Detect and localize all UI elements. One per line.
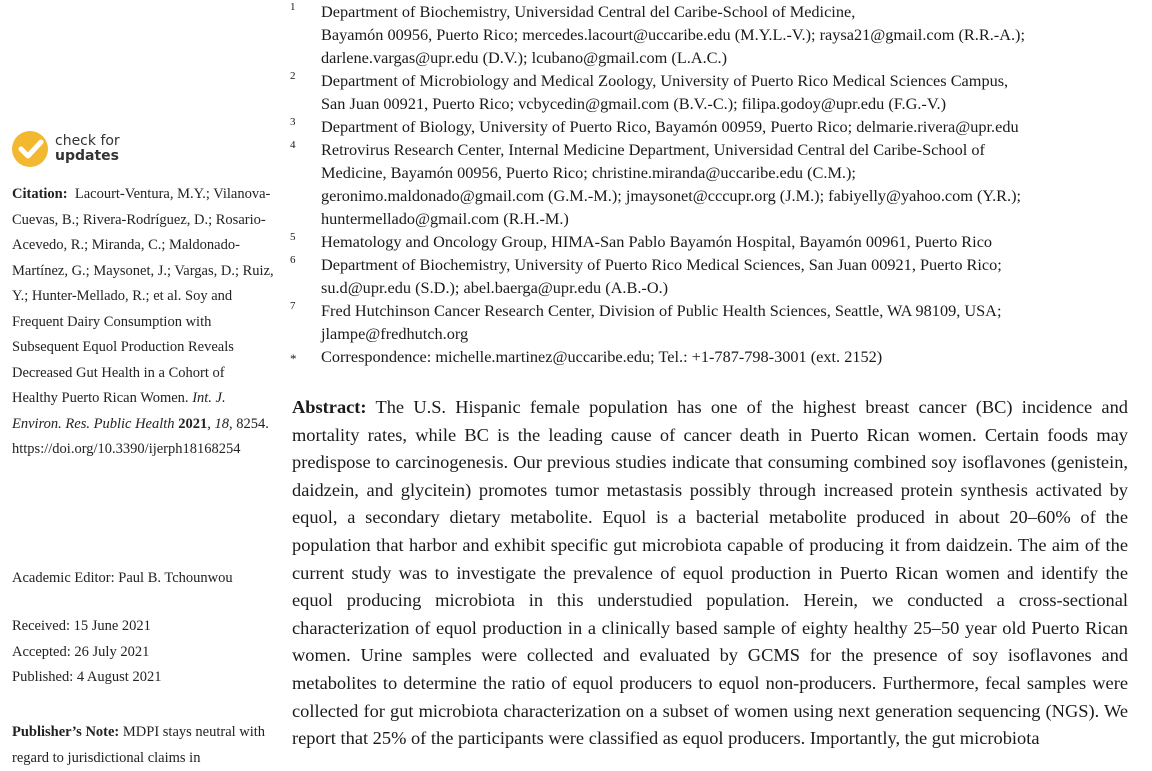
affiliation-number: 5 <box>290 231 296 243</box>
affiliation-line: Department of Biochemistry, University of Puerto Rico Medical Sciences, San Juan 00921, Puerto Rico; <box>321 255 1002 274</box>
received-date: Received: 15 June 2021 <box>12 618 151 634</box>
publisher-note <box>12 720 274 771</box>
abstract-label: Abstract: <box>292 397 367 417</box>
citation-journal: Int. J. Environ. Res. Public Health <box>12 390 226 432</box>
affiliation-line: Correspondence: michelle.martinez@uccaribe.edu; Tel.: +1-787-798-3001 (ext. 2152) <box>321 347 883 366</box>
published-date: Published: 4 August 2021 <box>12 669 162 685</box>
citation-doi-link[interactable]: https://doi.org/10.3390/ijerph18168254 <box>12 441 241 457</box>
badge-line1: check for <box>55 133 120 149</box>
abstract-text: The U.S. Hispanic female population has one of the highest breast cancer (BC) incidence and mortality rates, while BC is the leading cause of cancer death in Puerto Rican women. Certain foods may predispose to carcinogenesis. Our previous studies indicate that consuming combined soy isoflavones (genistein, daidzein, and glycitein) promotes tumor metastasis possibly through increased protein synthesis activated by equol, a secondary dietary metabolite. Equol is a bacterial metabolite produced in about 20–60% of the population that harbor and exhibit specific gut microbiota capable of producing it from daidzein. The aim of the current study was to investigate the prevalence of equol production in Puerto Rican women and identify the equol producing microbiota in this understudied population. Herein, we conducted a cross-sectional characterization of equol production in a clinically based sample of eighty healthy 25–50 year old Puerto Rican women. Urine samples were collected and evaluated by GCMS for the presence of soy isoflavones and metabolites to determine the ratio of equol producers to equol non-producers. Furthermore, fecal samples were collected for gut microbiota characterization on a subset of women using next generation sequencing (NGS). We report that 25% of the participants were classified as equol producers. Importantly, the gut microbiota <box>292 397 1128 749</box>
dates-block <box>12 614 274 691</box>
affiliation-item <box>290 253 1140 299</box>
affiliation-number: * <box>290 351 297 366</box>
affiliation-line: San Juan 00921, Puerto Rico; vcbycedin@gmail.com (B.V.-C.); filipa.godoy@upr.edu (F.G.-V.) <box>321 94 946 113</box>
citation-article: , 8254. <box>228 415 269 432</box>
affiliation-item <box>290 345 1140 368</box>
affiliation-item <box>290 115 1140 138</box>
academic-editor: Academic Editor: Paul B. Tchounwou <box>12 570 233 586</box>
badge-line2: updates <box>55 148 119 164</box>
affiliation-number: 6 <box>290 254 296 266</box>
affiliation-line: geronimo.maldonado@gmail.com (G.M.-M.); jmaysonet@cccupr.org (J.M.); fabiyelly@yahoo.com (Y.R.); <box>321 186 1022 205</box>
affiliation-line: Retrovirus Research Center, Internal Medicine Department, Universidad Central del Caribe-School of <box>321 140 985 159</box>
affiliations-list <box>290 0 1140 368</box>
citation-year: 2021 <box>178 415 208 432</box>
affiliation-number: 4 <box>290 139 296 151</box>
affiliation-line: Hematology and Oncology Group, HIMA-San Pablo Bayamón Hospital, Bayamón 00961, Puerto Rico <box>321 232 993 251</box>
publisher-note-label: Publisher’s Note: <box>12 724 120 740</box>
citation-block: Citation: Lacourt-Ventura, M.Y.; Vilanova-Cuevas, B.; Rivera-Rodríguez, D.; Rosario-Acevedo, R.; Miranda, C.; Maldonado-Martínez, G.; Maysonet, J.; Vargas, D.; Ruiz, Y.; Hunter-Mellado, R.; et al. Soy and Frequent Dairy Consumption with Subsequent Equol Production Reveals Decreased Gut Health in a Cohort of Healthy Puerto Rican Women. Int. J. Environ. Res. Public Health 2021, 18, 8254. https://doi.org/10.3390/ijerph18168254 <box>12 186 274 457</box>
affiliation-number: 2 <box>290 70 296 82</box>
affiliation-line: darlene.vargas@upr.edu (D.V.); lcubano@gmail.com (L.A.C.) <box>321 48 728 67</box>
affiliation-line: Department of Biochemistry, Universidad Central del Caribe-School of Medicine, <box>321 2 856 21</box>
affiliation-line: Fred Hutchinson Cancer Research Center, Division of Public Health Sciences, Seattle, WA 98109, USA; <box>321 301 1002 320</box>
affiliation-number: 7 <box>290 300 296 312</box>
affiliation-number: 1 <box>290 1 296 13</box>
check-for-updates-badge[interactable] <box>12 131 120 167</box>
abstract <box>292 394 1128 753</box>
citation-label: Citation: <box>12 186 68 202</box>
affiliation-line: huntermellado@gmail.com (R.H.-M.) <box>321 209 569 228</box>
affiliation-item <box>290 299 1140 345</box>
affiliation-line: jlampe@fredhutch.org <box>321 324 469 343</box>
affiliation-item <box>290 69 1140 115</box>
affiliation-line: Department of Biology, University of Puerto Rico, Bayamón 00959, Puerto Rico; delmarie.rivera@upr.edu <box>321 117 1019 136</box>
affiliation-line: su.d@upr.edu (S.D.); abel.baerga@upr.edu (A.B.-O.) <box>321 278 669 297</box>
affiliation-line: Medicine, Bayamón 00956, Puerto Rico; christine.miranda@uccaribe.edu (C.M.); <box>321 163 856 182</box>
publisher-note-text: MDPI stays neutral with regard to jurisdictional claims in <box>12 724 266 766</box>
affiliation-item <box>290 0 1140 69</box>
check-icon <box>12 131 48 167</box>
affiliation-line: Department of Microbiology and Medical Zoology, University of Puerto Rico Medical Sciences Campus, <box>321 71 1009 90</box>
affiliation-item <box>290 230 1140 253</box>
citation-volume: 18 <box>214 415 229 432</box>
affiliation-line: Bayamón 00956, Puerto Rico; mercedes.lacourt@uccaribe.edu (M.Y.L.-V.); raysa21@gmail.com (R.R.-A.); <box>321 25 1025 44</box>
affiliation-number: 3 <box>290 116 296 128</box>
accepted-date: Accepted: 26 July 2021 <box>12 643 150 660</box>
citation-authors: Lacourt-Ventura, M.Y.; Vilanova-Cuevas, B.; Rivera-Rodríguez, D.; Rosario-Acevedo, R.; Miranda, C.; Maldonado-Martínez, G.; Maysonet, J.; Vargas, D.; Ruiz, Y.; Hunter-Mellado, R.; et al. Soy and Frequent Dairy Consumption with Subsequent Equol Production Reveals Decreased Gut Health in a Cohort of Healthy Puerto Rican Women. <box>12 186 274 406</box>
affiliation-item <box>290 138 1140 230</box>
